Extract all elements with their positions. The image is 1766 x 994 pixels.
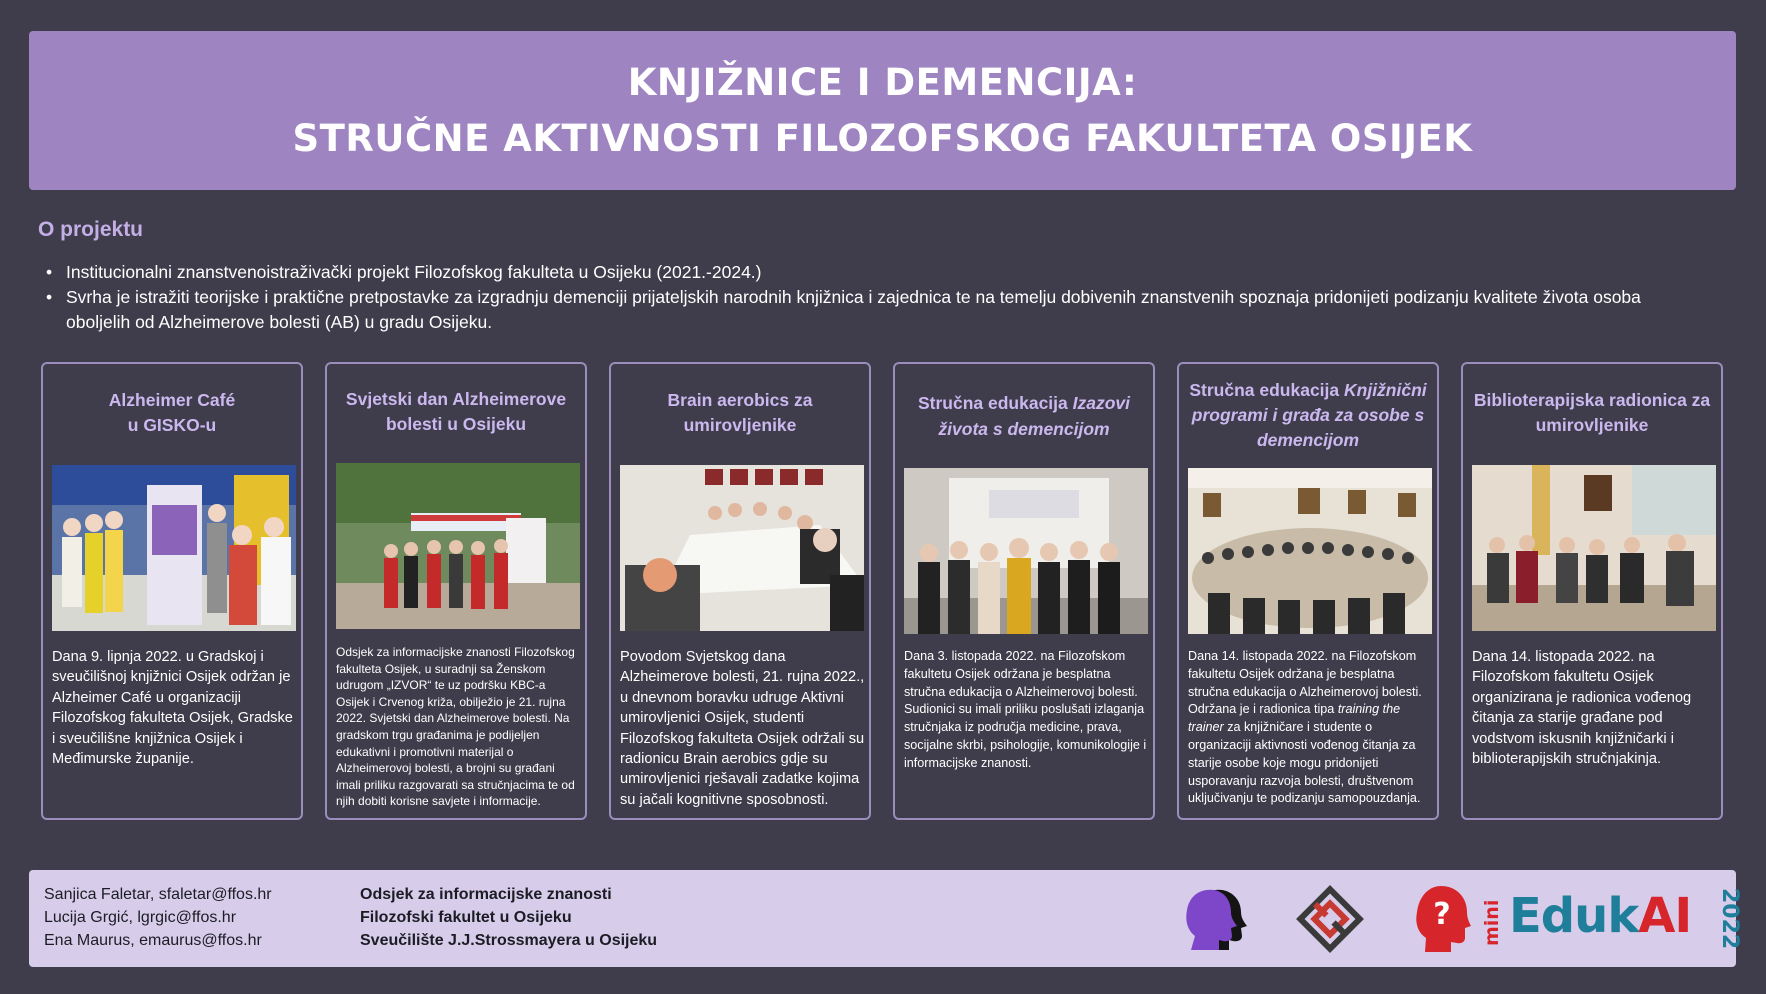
activity-card-world-alzheimer-day: [325, 362, 587, 820]
mini-label-icon: [1479, 890, 1503, 950]
card-text: Dana 14. listopada 2022. na Filozofskom fakultetu Osijek održana je besplatna stručna edukacija o Alzheimerovoj bolesti. Održana je i radionica tipa training the trainer za knjižničare i studente o organizaciji aktivnosti vođenog čitanja za starije osobe koje mogu pridonijeti usporavanju razvoja bolesti, društvenom uključivanju te podizanju samopouzdanja.: [1188, 649, 1422, 806]
author-email[interactable]: lgrgic@ffos.hr: [137, 909, 237, 926]
card-photo: [336, 463, 580, 629]
card-text: Povodom Svjetskog dana Alzheimerove bolesti, 21. rujna 2022., u dnevnom boravku udruge Aktivni umirovljenici Osijek, studenti Filozofskog fakulteta Osijek održali su radionicu Brain aerobics gdje su umirovljenici rješavali zadatke kojima su jačali kognitivne sposobnosti.: [620, 649, 865, 808]
card-text: Dana 9. lipnja 2022. u Gradskoj i sveučilišnoj knjižnici Osijek održan je Alzheimer Café u organizaciji Filozofskog fakulteta Osijek, Gradske i sveučilišne knjižnica Osijek i Međimurske županije.: [52, 649, 293, 768]
activity-card-brain-aerobics: [609, 362, 871, 820]
about-bullet: • Institucionalni znanstvenoistraživački projekt Filozofskog fakulteta u Osijeku (2021.-2024.): [46, 260, 1706, 285]
card-photo: [904, 468, 1148, 634]
card-photo: [52, 465, 296, 631]
author-email[interactable]: sfaletar@ffos.hr: [158, 886, 272, 903]
title-line-2: STRUČNE AKTIVNOSTI FILOZOFSKOG FAKULTETA OSIJEK: [292, 116, 1473, 160]
author-line: Sanjica Faletar, sfaletar@ffos.hr: [44, 886, 272, 903]
card-title: Svjetski dan Alzheimerove bolesti u Osijeku: [345, 389, 567, 434]
about-list: [46, 260, 1706, 335]
card-title: Brain aerobics za umirovljenike: [667, 390, 813, 435]
card-photo: [1188, 468, 1432, 634]
activity-card-bibliotherapy: [1461, 362, 1723, 820]
about-bullet: • Svrha je istražiti teorijske i praktične pretpostavke za izgradnju demenciji prijateljskih narodnih knjižnica i zajednica te na temelju dobivenih znanstvenih spoznaja pridonijeti podizanju kvalitete života osoba oboljelih od Alzheimerove bolesti (AB) u gradu Osijeku.: [46, 285, 1706, 335]
title-line-1: KNJIŽNICE I DEMENCIJA:: [627, 60, 1138, 104]
affiliation-block: [360, 883, 657, 952]
authors-block: [44, 883, 272, 952]
author-line: Ena Maurus, emaurus@ffos.hr: [44, 932, 262, 949]
card-photo: [1472, 465, 1716, 631]
activity-card-library-programs: [1177, 362, 1439, 820]
card-title: Alzheimer Café u GISKO-u: [108, 390, 236, 435]
activity-card-living-with-dementia: [893, 362, 1155, 820]
activity-card-alzheimer-cafe: [41, 362, 303, 820]
author-line: Lucija Grgić, lgrgic@ffos.hr: [44, 909, 237, 926]
dementia-heads-logo: [1185, 884, 1257, 952]
svg-text:2022: 2022: [1717, 888, 1742, 950]
card-title: Stručna edukacija Izazovi života s demencijom: [917, 393, 1131, 439]
about-heading: O projektu: [38, 218, 144, 241]
year-2022-label: [1699, 884, 1742, 954]
svg-text:mini: mini: [1481, 899, 1503, 946]
head-question-icon: [1413, 884, 1471, 952]
faculty-diamond-logo: [1297, 886, 1363, 952]
poster-footer: [29, 870, 1742, 967]
affiliation-line: Odsjek za informacijske znanosti: [360, 886, 612, 903]
card-text: Dana 14. listopada 2022. na Filozofskom fakultetu Osijek organizirana je radionica vođenog čitanja za starije građane pod vodstvom iskusnih knjižničarki i biblioterapijskih stručnjakinja.: [1472, 649, 1692, 768]
author-email[interactable]: emaurus@ffos.hr: [139, 932, 262, 949]
card-photo: [620, 465, 864, 631]
card-title: Biblioterapijska radionica za umirovljenike: [1473, 390, 1711, 435]
edukai-logo-text: EdukAI: [1509, 888, 1692, 944]
affiliation-line: Filozofski fakultet u Osijeku: [360, 909, 572, 926]
card-text: Dana 3. listopada 2022. na Filozofskom fakultetu Osijek održana je besplatna stručna edukacija o Alzheimerovoj bolesti. Sudionici su imali priliku poslušati izlaganja stručnjaka iz područja medicine, prava, socijalne skrbi, psihologije, komunikologije i informacijske znanosti.: [904, 649, 1147, 770]
card-title: Stručna edukacija Knjižnični programi i građa za osobe s demencijom: [1189, 380, 1427, 450]
affiliation-line: Sveučilište J.J.Strossmayera u Osijeku: [360, 932, 658, 949]
svg-text:?: ?: [1433, 897, 1451, 932]
poster-header: [29, 31, 1736, 190]
card-text: Odsjek za informacijske znanosti Filozofskog fakulteta Osijek, u suradnji sa Ženskom udrugom „IZVOR“ te uz podršku KBC-a Osijek i Crvenog križa, obilježio je 21. rujna 2022. Svjetski dan Alzheimerove bolesti. Na gradskom trgu građanima je podijeljen edukativni i promotivni materijal o Alzheimerovoj bolesti, a brojni su građani imali priliku razgovarati sa stručnjacima te od njih dobiti korisne savjete i informacije.: [336, 645, 575, 809]
